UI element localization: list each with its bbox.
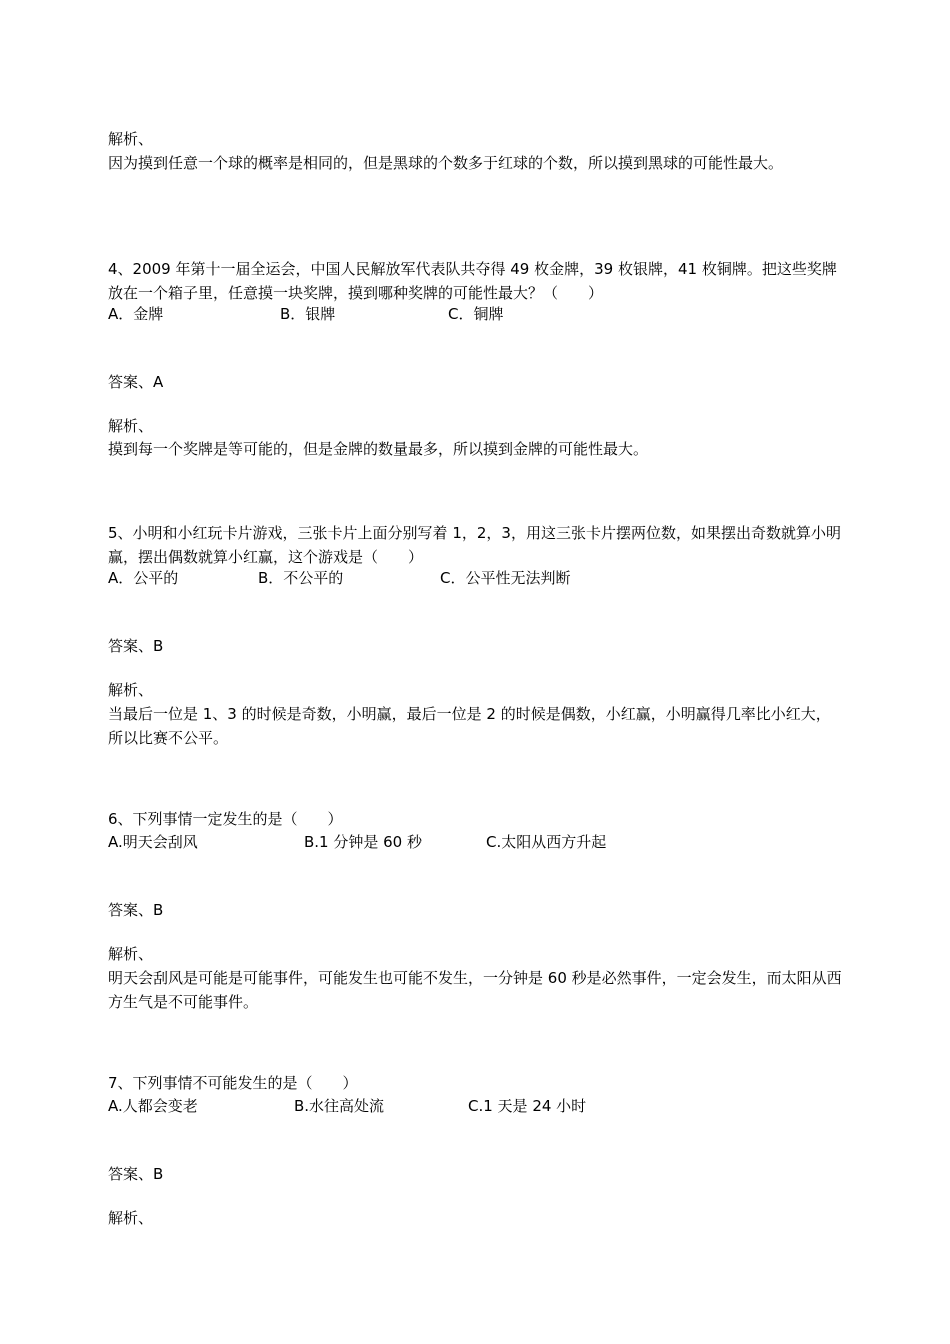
answer-5: 答案、B	[108, 637, 164, 655]
option-a: A．公平的	[108, 569, 179, 587]
option-c: C.1 天是 24 小时	[468, 1097, 587, 1115]
question-4-text: 4、2009 年第十一届全运会，中国人民解放军代表队共夺得 49 枚金牌，39 枚银牌，41 枚铜牌。把这些奖牌放在一个箱子里，任意摸一块奖牌，摸到哪种奖牌的可能性最大？（ ）	[108, 260, 837, 302]
option-b: B．不公平的	[258, 569, 344, 587]
analysis-6-text: 明天会刮风是可能是可能事件，可能发生也可能不发生，一分钟是 60 秒是必然事件，一定会发生，而太阳从西方生气是不可能事件。	[108, 969, 842, 1011]
question-7-text: 7、下列事情不可能发生的是（ ）	[108, 1074, 358, 1092]
option-b: B．银牌	[280, 305, 336, 323]
answer-4: 答案、A	[108, 373, 164, 391]
analysis-4-text: 摸到每一个奖牌是等可能的，但是金牌的数量最多，所以摸到金牌的可能性最大。	[108, 440, 649, 458]
analysis-label: 解析、	[108, 1209, 154, 1227]
option-b: B.水往高处流	[294, 1097, 385, 1115]
question-6-text: 6、下列事情一定发生的是（ ）	[108, 810, 343, 828]
analysis-text: 因为摸到任意一个球的概率是相同的，但是黑球的个数多于红球的个数，所以摸到黑球的可能性最大。	[108, 154, 784, 172]
analysis-5-text: 当最后一位是 1、3 的时候是奇数，小明赢，最后一位是 2 的时候是偶数，小红赢，小明赢得几率比小红大，所以比赛不公平。	[108, 705, 831, 747]
answer-6: 答案、B	[108, 901, 164, 919]
answer-7: 答案、B	[108, 1165, 164, 1183]
analysis-label: 解析、	[108, 681, 154, 699]
option-b: B.1 分钟是 60 秒	[304, 833, 422, 851]
option-c: C．铜牌	[448, 305, 504, 323]
analysis-label: 解析、	[108, 130, 154, 148]
question-5-text: 5、小明和小红玩卡片游戏，三张卡片上面分别写着 1，2，3，用这三张卡片摆两位数，如果摆出奇数就算小明赢，摆出偶数就算小红赢，这个游戏是（ ）	[108, 524, 841, 566]
option-a: A.人都会变老	[108, 1097, 198, 1115]
option-c: C.太阳从西方升起	[486, 833, 607, 851]
analysis-label: 解析、	[108, 417, 154, 435]
option-c: C．公平性无法判断	[440, 569, 571, 587]
analysis-label: 解析、	[108, 945, 154, 963]
option-a: A.明天会刮风	[108, 833, 198, 851]
option-a: A．金牌	[108, 305, 164, 323]
